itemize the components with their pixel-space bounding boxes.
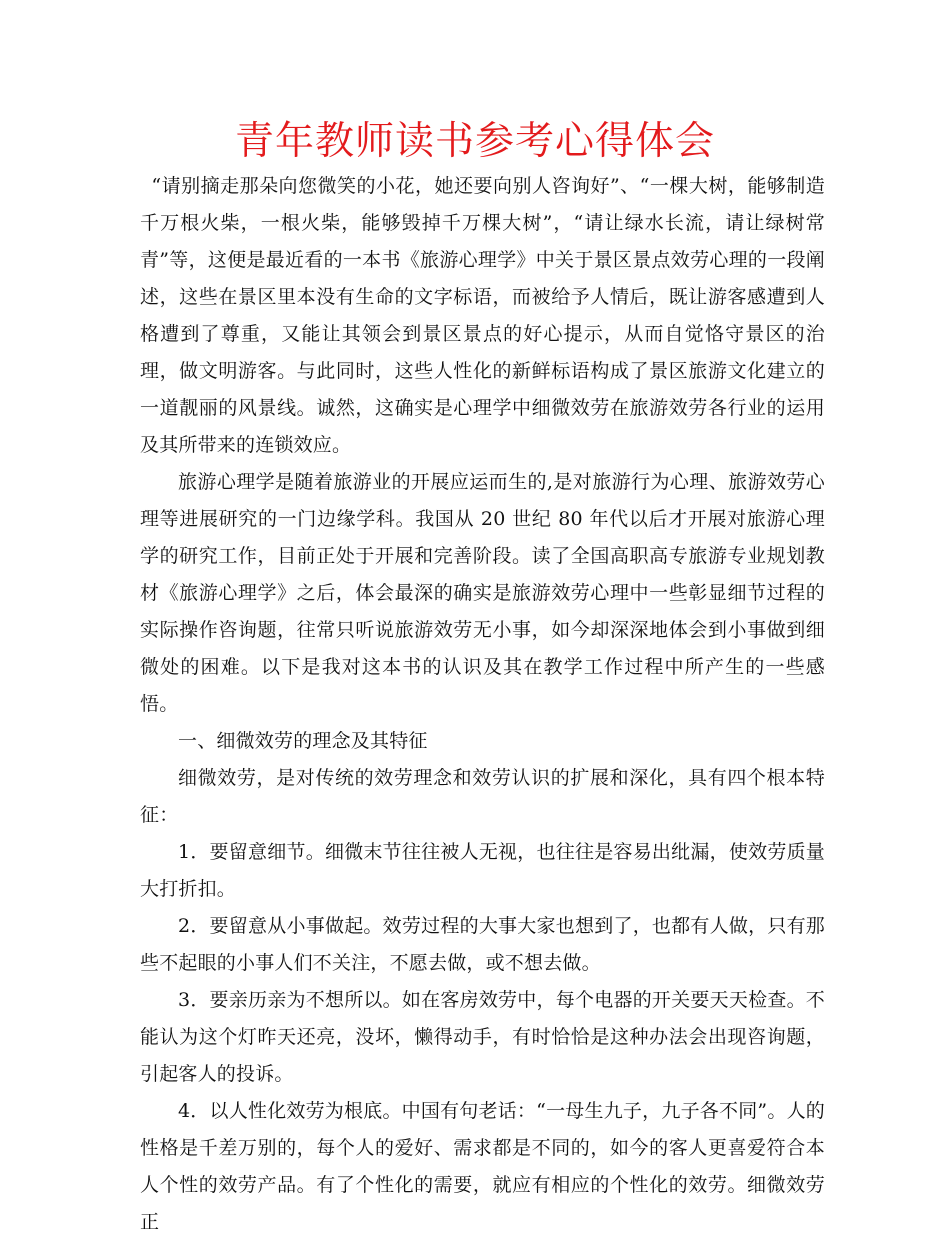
document-body	[140, 168, 825, 1241]
list-item-3: 3．要亲历亲为不想所以。如在客房效劳中，每个电器的开关要天天检查。不能认为这个灯昨天还亮，没坏，懒得动手，有时恰恰是这种办法会出现咨询题，引起客人的投诉。	[140, 989, 825, 1085]
paragraph-intro: “请别摘走那朵向您微笑的小花，她还要向别人咨询好”、“一棵大树，能够制造千万根火柴，一根火柴，能够毁掉千万棵大树”，“请让绿水长流，请让绿树常青”等，这便是最近看的一本书《旅游心理学》中关于景区景点效劳心理的一段阐述，这些在景区里本没有生命的文字标语，而被给予人情后，既让游客感遭到人格遭到了尊重，又能让其领会到景区景点的好心提示，从而自觉恪守景区的治理，做文明游客。与此同时，这些人性化的新鲜标语构成了景区旅游文化建立的一道靓丽的风景线。诚然，这确实是心理学中细微效劳在旅游效劳各行业的运用及其所带来的连锁效应。	[140, 175, 825, 456]
list-item-2: 2．要留意从小事做起。效劳过程的大事大家也想到了，也都有人做，只有那些不起眼的小事人们不关注，不愿去做，或不想去做。	[140, 915, 825, 974]
document-title: 青年教师读书参考心得体会	[234, 119, 715, 164]
list-item-1: 1．要留意细节。细微末节往往被人无视，也往往是容易出纰漏，使效劳质量大打折扣。	[140, 841, 825, 900]
list-item-4: 4．以人性化效劳为根底。中国有句老话：“一母生九子，九子各不同”。人的性格是千差万别的，每个人的爱好、需求都是不同的，如今的客人更喜爱符合本人个性的效劳产品。有了个性化的需要，就应有相应的个性化的效劳。细微效劳正	[140, 1100, 825, 1233]
section-heading: 一、细微效劳的理念及其特征	[178, 730, 428, 752]
paragraph-background: 旅游心理学是随着旅游业的开展应运而生的,是对旅游行为心理、旅游效劳心理等进展研究的一门边缘学科。我国从 20 世纪 80 年代以后才开展对旅游心理学的研究工作，目前正处于开展和完善阶段。读了全国高职高专旅游专业规划教材《旅游心理学》之后，体会最深的确实是旅游效劳心理中一些彰显细节过程的实际操作咨询题，往常只听说旅游效劳无小事，如今却深深地体会到小事做到细微处的困难。以下是我对这本书的认识及其在教学工作过程中所产生的一些感悟。	[140, 471, 825, 715]
paragraph-definition: 细微效劳，是对传统的效劳理念和效劳认识的扩展和深化，具有四个根本特征：	[140, 767, 825, 826]
